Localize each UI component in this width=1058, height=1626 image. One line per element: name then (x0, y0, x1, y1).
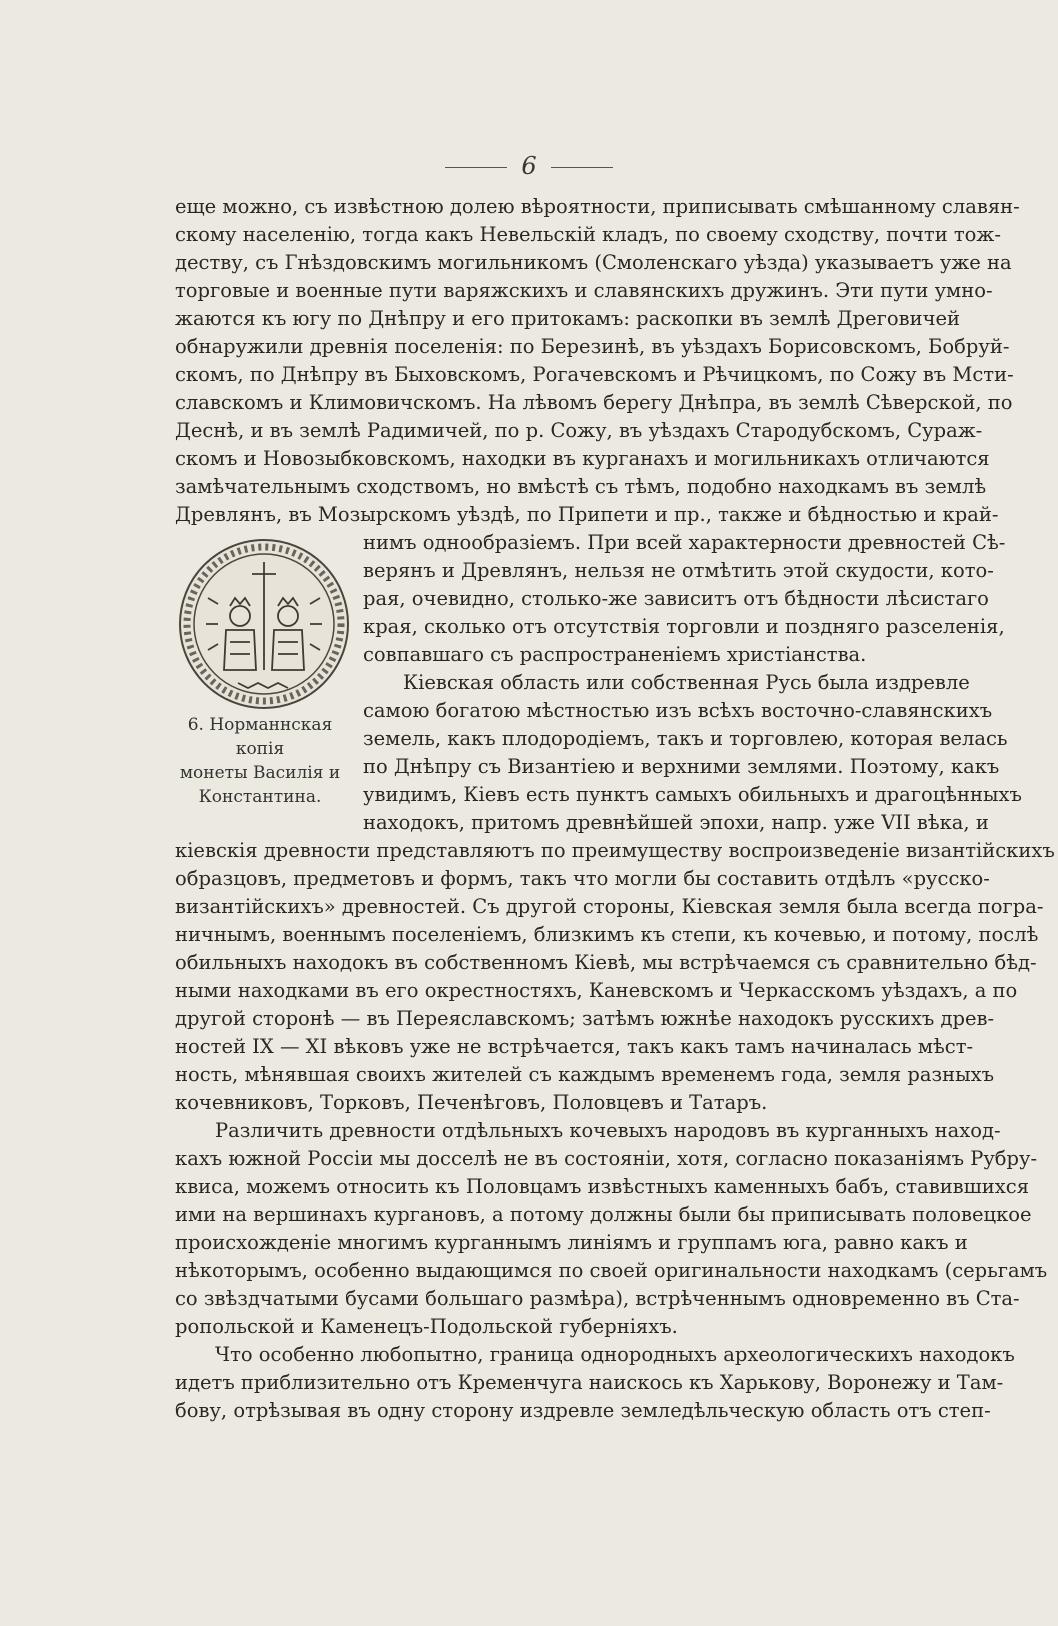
text-line: ностей IX — XI вѣковъ уже не встрѣчается, такъ какъ тамъ начиналась мѣст- (175, 1035, 974, 1058)
text-line: ими на вершинахъ кургановъ, а потому должны были бы приписывать половецкое (175, 1203, 1032, 1226)
text-line: совпавшаго съ распространеніемъ христіанства. (363, 643, 867, 666)
page-number: 6 (521, 152, 537, 180)
text-line: квиса, можемъ относить къ Половцамъ извѣстныхъ каменныхъ бабъ, ставившихся (175, 1175, 1030, 1198)
text-line: рая, очевидно, столько-же зависитъ отъ бѣдности лѣсистаго (363, 587, 989, 610)
text-line: кахъ южной Россіи мы досселѣ не въ состояніи, хотя, согласно показаніямъ Рубру- (175, 1147, 1038, 1170)
text-line: края, сколько отъ отсутствія торговли и поздняго разселенія, (363, 615, 1005, 638)
text-line: ность, мѣнявшая своихъ жителей съ каждымъ временемъ года, земля разныхъ (175, 1063, 995, 1086)
page-number-header (0, 152, 1058, 180)
text-line: обильныхъ находокъ въ собственномъ Кіевѣ, мы встрѣчаемся съ сравнительно бѣд- (175, 951, 1037, 974)
text-line: кіевскія древности представляютъ по преимуществу воспроизведеніе византійскихъ (175, 839, 1055, 862)
text-line: нѣкоторымъ, особенно выдающимся по своей оригинальности находкамъ (серьгамъ (175, 1259, 1048, 1282)
text-line: Различить древности отдѣльныхъ кочевыхъ народовъ въ курганныхъ наход- (215, 1119, 1001, 1142)
coin-illustration (178, 538, 350, 710)
text-line: по Днѣпру съ Византіею и верхними землями. Поэтому, какъ (363, 755, 1000, 778)
text-line: самою богатою мѣстностью изъ всѣхъ восточно-славянскихъ (363, 699, 993, 722)
caption-line: 6. Норманнская копія (187, 715, 333, 759)
text-line: земель, какъ плодородіемъ, такъ и торговлею, которая велась (363, 727, 1008, 750)
header-rule-left (445, 167, 507, 168)
text-line: замѣчательнымъ сходствомъ, но вмѣстѣ съ тѣмъ, подобно находкамъ въ землѣ (175, 475, 987, 498)
text-line: Кіевская область или собственная Русь была издревле (403, 671, 970, 694)
text-line: со звѣздчатыми бусами большаго размѣра), встрѣченнымъ одновременно въ Ста- (175, 1287, 1020, 1310)
text-line: Что особенно любопытно, граница однородныхъ археологическихъ находокъ (215, 1343, 1015, 1366)
text-line: находокъ, притомъ древнѣйшей эпохи, напр. уже VII вѣка, и (363, 811, 989, 834)
text-line: верянъ и Древлянъ, нельзя не отмѣтить этой скудости, кото- (363, 559, 994, 582)
text-line: деству, съ Гнѣздовскимъ могильникомъ (Смоленскаго уѣзда) указываетъ уже на (175, 251, 1012, 274)
text-line: скому населенію, тогда какъ Невельскій кладъ, по своему сходству, почти тож- (175, 223, 1001, 246)
text-line: славскомъ и Климовичскомъ. На лѣвомъ берегу Днѣпра, въ землѣ Сѣверской, по (175, 391, 1013, 414)
text-line: ными находками въ его окрестностяхъ, Каневскомъ и Черкасскомъ уѣздахъ, а по (175, 979, 1018, 1002)
text-line: идетъ приблизительно отъ Кременчуга наискось къ Харькову, Воронежу и Там- (175, 1371, 1004, 1394)
caption-line: Константина. (198, 787, 322, 807)
text-line: скомъ, по Днѣпру въ Быховскомъ, Рогачевскомъ и Рѣчицкомъ, по Сожу въ Мсти- (175, 363, 1014, 386)
text-line: еще можно, съ извѣстною долею вѣроятности, приписывать смѣшанному славян- (175, 195, 1020, 218)
text-line: скомъ и Новозыбковскомъ, находки въ курганахъ и могильникахъ отличаются (175, 447, 990, 470)
text-line: бову, отрѣзывая въ одну сторону издревле земледѣльческую область отъ степ- (175, 1399, 991, 1422)
text-line: ничнымъ, военнымъ поселеніемъ, близкимъ къ степи, къ кочевью, и потому, послѣ (175, 923, 1039, 946)
text-line: Древлянъ, въ Мозырскомъ уѣздѣ, по Припети и пр., также и бѣдностью и край- (175, 503, 999, 526)
text-line: увидимъ, Кіевъ есть пунктъ самыхъ обильныхъ и драгоцѣнныхъ (363, 783, 1022, 806)
text-line: другой сторонѣ — въ Переяславскомъ; затѣмъ южнѣе находокъ русскихъ древ- (175, 1007, 995, 1030)
text-line: византійскихъ» древностей. Съ другой стороны, Кіевская земля была всегда погра- (175, 895, 1044, 918)
text-line: кочевниковъ, Торковъ, Печенѣговъ, Половцевъ и Татаръ. (175, 1091, 768, 1114)
header-rule-right (551, 167, 613, 168)
figure-caption (170, 713, 350, 809)
text-line: Деснѣ, и въ землѣ Радимичей, по р. Сожу, въ уѣздахъ Стародубскомъ, Сураж- (175, 419, 983, 442)
text-line: торговые и военные пути варяжскихъ и славянскихъ дружинъ. Эти пути умно- (175, 279, 993, 302)
text-line: ропольской и Каменецъ-Подольской губерніяхъ. (175, 1315, 678, 1338)
text-line: обнаружили древнія поселенія: по Березинѣ, въ уѣздахъ Борисовскомъ, Бобруй- (175, 335, 1010, 358)
text-line: жаются къ югу по Днѣпру и его притокамъ: раскопки въ землѣ Дреговичей (175, 307, 960, 330)
text-line: происхожденіе многимъ курганнымъ линіямъ и группамъ юга, равно какъ и (175, 1231, 968, 1254)
caption-line: монеты Василія и (179, 763, 341, 783)
text-line: нимъ однообразіемъ. При всей характерности древностей Сѣ- (363, 531, 1006, 554)
text-line: образцовъ, предметовъ и формъ, такъ что могли бы составить отдѣлъ «русско- (175, 867, 990, 890)
